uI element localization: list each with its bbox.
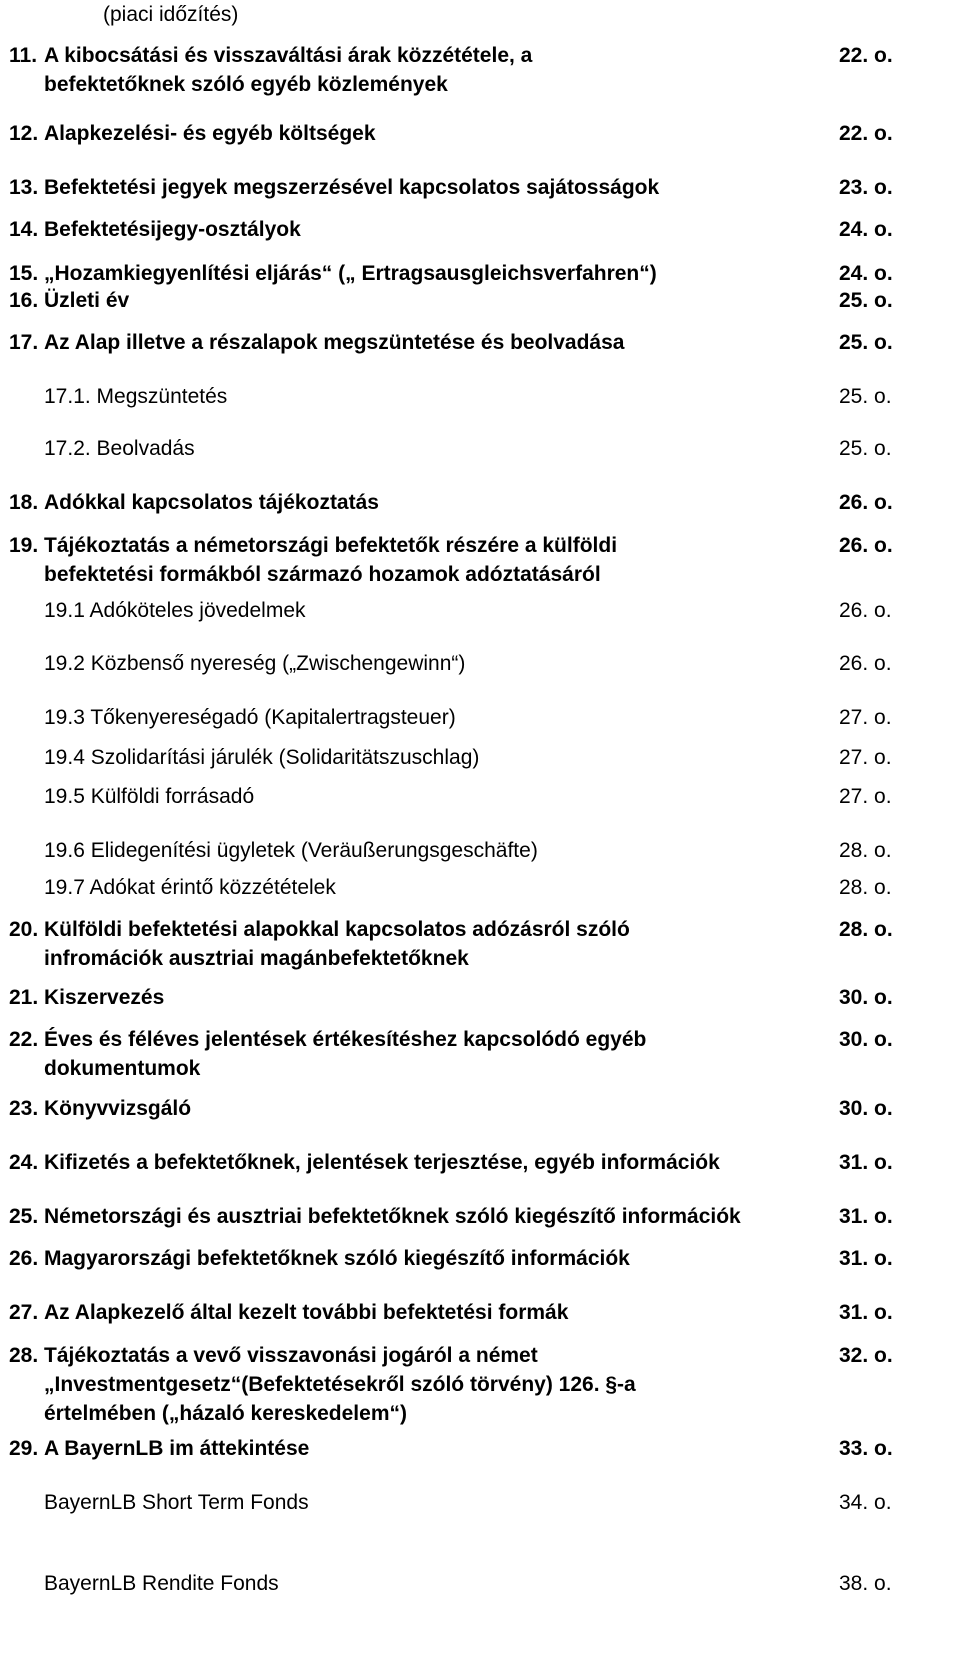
entry-number: 25. (9, 1205, 39, 1228)
entry-number: 13. (9, 176, 39, 199)
entry-title: A kibocsátási és visszaváltási árak közzététele, a befektetőknek szóló egyéb közlemények (44, 44, 533, 96)
entry-page: 31. o. (839, 1301, 893, 1324)
entry-number: 27. (9, 1301, 39, 1324)
entry-title: 19.5 Külföldi forrásadó (44, 785, 255, 808)
entry-page: 24. o. (839, 262, 893, 285)
entry-page: 38. o. (839, 1572, 892, 1595)
entry-number: 23. (9, 1097, 39, 1120)
entry-number: 14. (9, 218, 39, 241)
entry-page: 25. o. (839, 385, 892, 408)
entry-title: 19.3 Tőkenyereségadó (Kapitalertragsteuer) (44, 706, 456, 729)
entry-page: 27. o. (839, 746, 892, 769)
entry-title: Külföldi befektetési alapokkal kapcsolatos adózásról szóló infromációk ausztriai magánbefektetőknek (44, 918, 630, 970)
entry-title: Kifizetés a befektetőknek, jelentések terjesztése, egyéb információk (44, 1151, 720, 1174)
entry-title: Könyvvizsgáló (44, 1097, 192, 1120)
entry-page: 26. o. (839, 652, 892, 675)
entry-title: 17.2. Beolvadás (44, 437, 195, 460)
entry-page: 28. o. (839, 876, 892, 899)
entry-page: 34. o. (839, 1491, 892, 1514)
entry-page: 26. o. (839, 534, 893, 557)
entry-title: Tájékoztatás a vevő visszavonási jogáról a német „Investmentgesetz“(Befektetésekről szóló törvény) 126. §-a értelmében („házaló kereskedelem“) (44, 1344, 636, 1425)
entry-title: Az Alap illetve a részalapok megszüntetése és beolvadása (44, 331, 625, 354)
entry-title: Befektetésijegy-osztályok (44, 218, 301, 241)
entry-number: 26. (9, 1247, 39, 1270)
entry-page: 30. o. (839, 986, 893, 1009)
entry-title: Tájékoztatás a németországi befektetők részére a külföldi befektetési formákból származó hozamok adóztatásáról (44, 534, 618, 586)
entry-page: 26. o. (839, 599, 892, 622)
entry-page: 31. o. (839, 1247, 893, 1270)
continuation-text: (piaci időzítés) (103, 3, 239, 26)
entry-title: BayernLB Short Term Fonds (44, 1491, 309, 1514)
entry-number: 19. (9, 534, 39, 557)
entry-page: 32. o. (839, 1344, 893, 1367)
entry-number: 18. (9, 491, 39, 514)
entry-number: 28. (9, 1344, 39, 1367)
entry-title: 19.2 Közbenső nyereség („Zwischengewinn“) (44, 652, 466, 675)
entry-page: 31. o. (839, 1151, 893, 1174)
entry-page: 25. o. (839, 289, 893, 312)
entry-title: „Hozamkiegyenlítési eljárás“ („ Ertragsausgleichsverfahren“) (44, 262, 657, 285)
entry-title: Befektetési jegyek megszerzésével kapcsolatos sajátosságok (44, 176, 660, 199)
entry-number: 12. (9, 122, 39, 145)
entry-title: 19.7 Adókat érintő közzétételek (44, 876, 336, 899)
entry-number: 21. (9, 986, 39, 1009)
entry-title: Kiszervezés (44, 986, 165, 1009)
entry-page: 27. o. (839, 785, 892, 808)
entry-title: Alapkezelési- és egyéb költségek (44, 122, 376, 145)
entry-number: 15. (9, 262, 39, 285)
entry-page: 30. o. (839, 1028, 893, 1051)
entry-page: 28. o. (839, 839, 892, 862)
entry-number: 16. (9, 289, 39, 312)
entry-title: Adókkal kapcsolatos tájékoztatás (44, 491, 379, 514)
entry-page: 25. o. (839, 437, 892, 460)
entry-title: BayernLB Rendite Fonds (44, 1572, 279, 1595)
entry-title: 17.1. Megszüntetés (44, 385, 228, 408)
entry-page: 33. o. (839, 1437, 893, 1460)
entry-page: 24. o. (839, 218, 893, 241)
entry-page: 22. o. (839, 44, 893, 67)
entry-number: 20. (9, 918, 39, 941)
entry-title: Éves és féléves jelentések értékesítéshez kapcsolódó egyéb dokumentumok (44, 1028, 647, 1080)
entry-page: 28. o. (839, 918, 893, 941)
entry-page: 25. o. (839, 331, 893, 354)
entry-page: 30. o. (839, 1097, 893, 1120)
entry-number: 17. (9, 331, 39, 354)
entry-page: 22. o. (839, 122, 893, 145)
entry-page: 31. o. (839, 1205, 893, 1228)
entry-page: 27. o. (839, 706, 892, 729)
entry-title: Magyarországi befektetőknek szóló kiegészítő információk (44, 1247, 630, 1270)
entry-title: Üzleti év (44, 289, 130, 312)
entry-title: Németországi és ausztriai befektetőknek szóló kiegészítő információk (44, 1205, 741, 1228)
entry-page: 23. o. (839, 176, 893, 199)
entry-title: 19.6 Elidegenítési ügyletek (Veräußerungsgeschäfte) (44, 839, 538, 862)
entry-number: 22. (9, 1028, 39, 1051)
entry-number: 24. (9, 1151, 39, 1174)
entry-title: A BayernLB im áttekintése (44, 1437, 310, 1460)
entry-page: 26. o. (839, 491, 893, 514)
entry-title: Az Alapkezelő által kezelt további befektetési formák (44, 1301, 569, 1324)
entry-title: 19.1 Adóköteles jövedelmek (44, 599, 306, 622)
entry-number: 11. (9, 44, 38, 67)
entry-title: 19.4 Szolidarítási járulék (Solidaritätszuschlag) (44, 746, 480, 769)
entry-number: 29. (9, 1437, 39, 1460)
